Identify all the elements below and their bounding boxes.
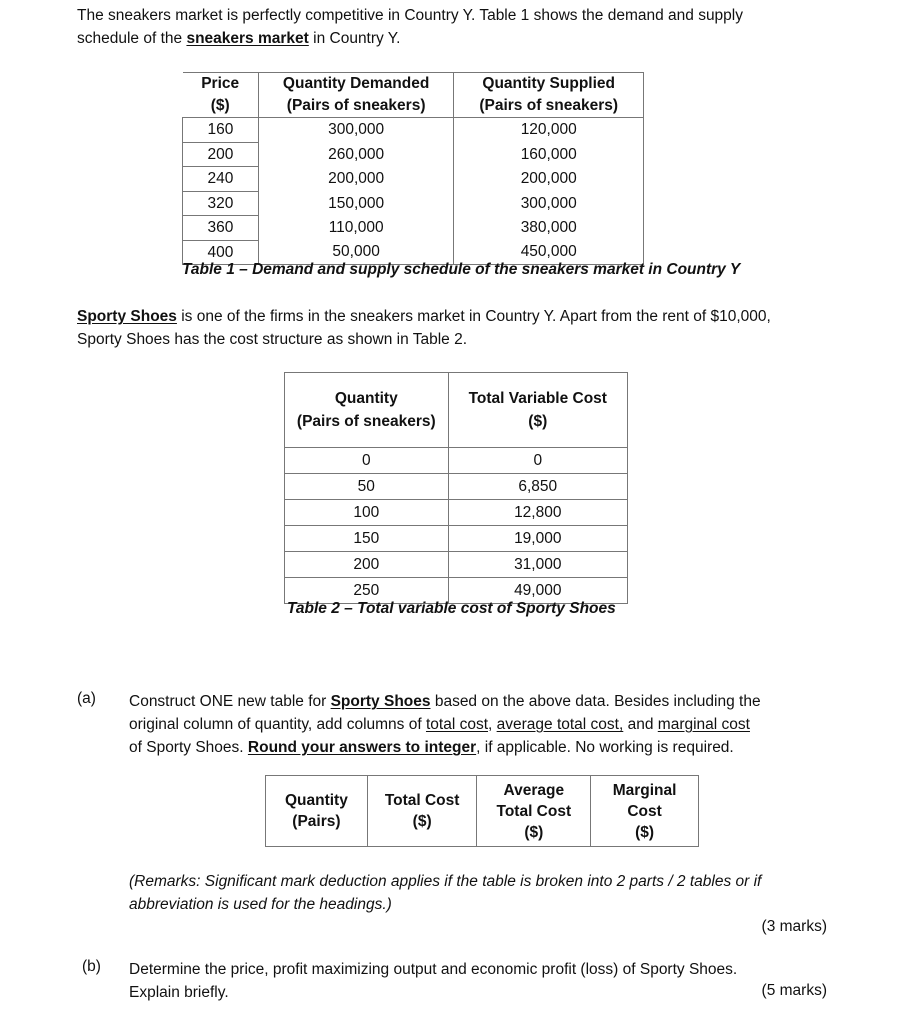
intro-paragraph — [77, 4, 877, 50]
table2-header-row — [285, 373, 628, 448]
table-row: 100 12,800 — [285, 500, 628, 526]
table1-header-qd: Quantity Demanded — [258, 73, 454, 96]
sneakers-market-term: sneakers market — [186, 30, 309, 47]
answer-header-mc: Marginal Cost ($) — [591, 776, 699, 847]
table-row: 50 6,850 — [285, 474, 628, 500]
table2-caption: Table 2 – Total variable cost of Sporty Shoes — [287, 600, 616, 617]
table2-header-quantity: Quantity (Pairs of sneakers) — [285, 373, 449, 448]
table1-header-row-2: ($) (Pairs of sneakers) (Pairs of sneakers) — [183, 95, 644, 118]
table-row: 150 19,000 — [285, 526, 628, 552]
question-b-label: (b) — [82, 958, 101, 975]
answer-header-quantity: Quantity (Pairs) — [266, 776, 368, 847]
table-row: 360 110,000 380,000 — [183, 216, 644, 241]
question-a-text: Construct ONE new table for Sporty Shoes based on the above data. Besides including the original column of quantity, add columns of total cost, average total cost, and marginal cost of Sporty Shoes. Round your answers to integer, if applicable. No working is required. — [129, 693, 761, 756]
table2-header-tvc: Total Variable Cost ($) — [448, 373, 627, 448]
answer-header-total-cost: Total Cost ($) — [367, 776, 477, 847]
question-b-marks: (5 marks) — [761, 982, 827, 999]
variable-cost-table — [284, 372, 628, 604]
table-row: 250 49,000 — [285, 578, 628, 604]
table1-header-qs: Quantity Supplied — [454, 73, 644, 96]
answer-header-atc: Average Total Cost ($) — [477, 776, 591, 847]
table-row: 200 31,000 — [285, 552, 628, 578]
table-row: 200 260,000 160,000 — [183, 142, 644, 167]
table1-header-row — [183, 73, 644, 96]
remarks: (Remarks: Significant mark deduction applies if the table is broken into 2 parts / 2 tables or if abbreviation is used for the headings.) — [129, 873, 762, 913]
answer-table — [265, 775, 699, 847]
table-row: 0 0 — [285, 448, 628, 474]
table-row: 320 150,000 300,000 — [183, 191, 644, 216]
table1-caption: Table 1 – Demand and supply schedule of the sneakers market in Country Y — [182, 261, 741, 278]
table-row: 240 200,000 200,000 — [183, 167, 644, 192]
firm-line-2: Sporty Shoes has the cost structure as shown in Table 2. — [77, 331, 468, 348]
table1-header-price: Price — [183, 73, 259, 96]
question-a-label: (a) — [77, 690, 96, 707]
question-a-marks: (3 marks) — [761, 918, 827, 935]
question-b-text: Determine the price, profit maximizing output and economic profit (loss) of Sporty Shoes. Explain briefly. — [129, 961, 738, 1001]
table-row: 160 300,000 120,000 — [183, 118, 644, 143]
table-row: 400 50,000 450,000 — [183, 240, 644, 265]
intro-line-2: schedule of the sneakers market in Country Y. — [77, 30, 401, 47]
intro-line-1: The sneakers market is perfectly competitive in Country Y. Table 1 shows the demand and supply — [77, 7, 743, 24]
firm-paragraph — [77, 305, 877, 351]
firm-line-1: Sporty Shoes is one of the firms in the sneakers market in Country Y. Apart from the rent of $10,000, — [77, 308, 771, 325]
demand-supply-table — [182, 72, 644, 265]
sporty-shoes-term: Sporty Shoes — [77, 308, 177, 325]
answer-table-header-row — [266, 776, 699, 847]
